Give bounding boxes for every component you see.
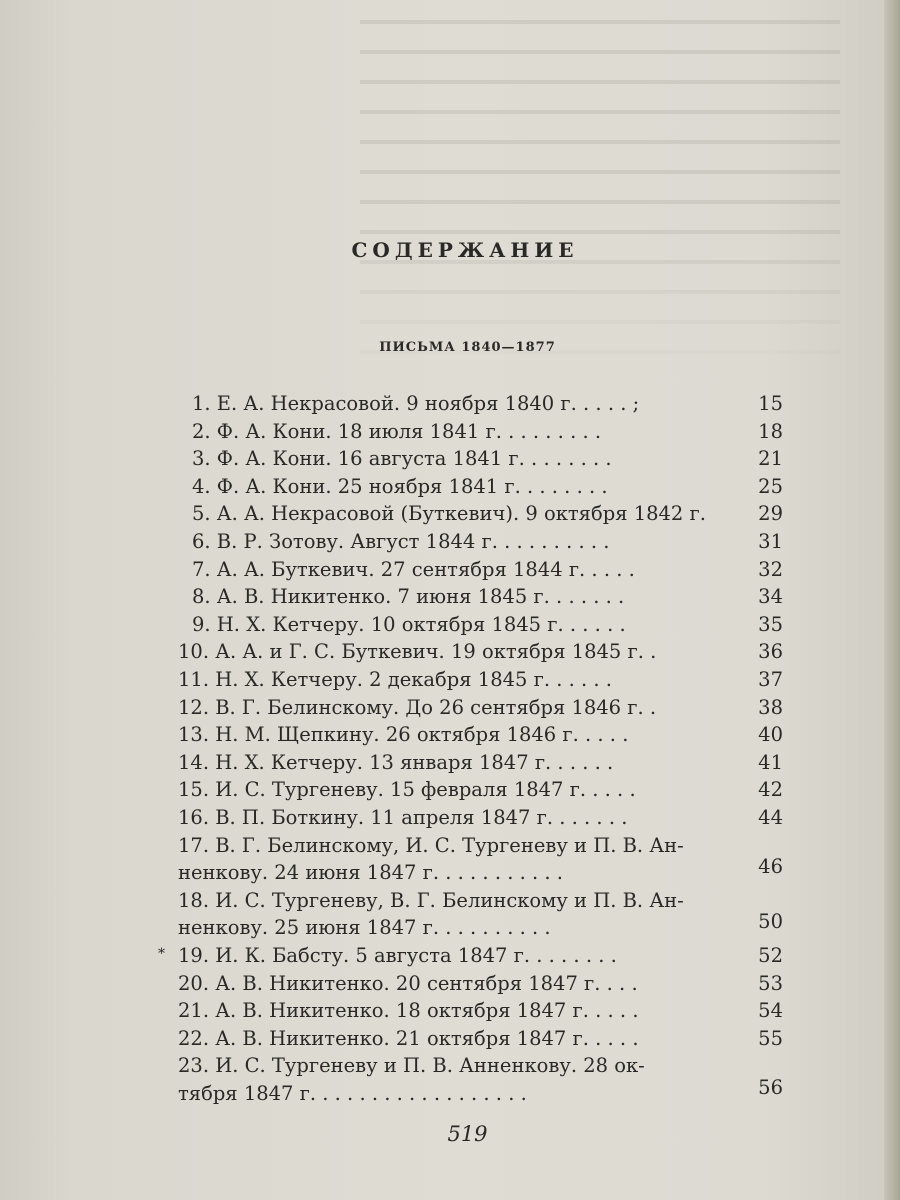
page-number: 519 bbox=[447, 1122, 488, 1146]
toc-entry bbox=[0, 1027, 900, 1055]
toc-entry-text: 7. А. А. Буткевич. 27 сентября 1844 г. . . . . bbox=[192, 557, 635, 581]
toc-entry bbox=[0, 613, 900, 641]
toc-page-number: 41 bbox=[758, 750, 783, 774]
toc-entry bbox=[0, 447, 900, 475]
toc-entry bbox=[0, 530, 900, 558]
margin-mark: * bbox=[158, 946, 165, 962]
toc-entry-text: 16. В. П. Боткину. 11 апреля 1847 г. . . . . . . bbox=[178, 806, 628, 829]
toc-entry-text: 18. И. С. Тургеневу, В. Г. Белинскому и П. В. Ан- bbox=[178, 888, 684, 912]
toc-entry-text: ненкову. 24 июня 1847 г. . . . . . . . . . . bbox=[178, 861, 564, 885]
toc-entry-text: 12. В. Г. Белинскому. До 26 сентября 1846 г. . bbox=[178, 695, 657, 719]
toc-page-number: 35 bbox=[758, 612, 783, 636]
section-heading: ПИСЬМА 1840—1877 bbox=[379, 340, 556, 355]
toc-page-number: 54 bbox=[758, 999, 783, 1023]
toc-page-number: 56 bbox=[758, 1075, 783, 1099]
toc-entry-text: 23. И. С. Тургеневу и П. В. Анненкову. 28 ок- bbox=[178, 1054, 645, 1078]
toc-page-number: 36 bbox=[758, 640, 783, 664]
toc-entry-text: 13. Н. М. Щепкину. 26 октября 1846 г. . . . . bbox=[178, 723, 629, 747]
toc-entry bbox=[0, 806, 900, 834]
toc-page-number: 44 bbox=[758, 806, 783, 829]
toc-page-number: 29 bbox=[758, 502, 783, 526]
toc-entry bbox=[0, 944, 900, 972]
toc-entry bbox=[0, 502, 900, 530]
toc-entry bbox=[0, 778, 900, 806]
toc-entry-text: 14. Н. Х. Кетчеру. 13 января 1847 г. . . . . . bbox=[178, 750, 614, 774]
toc-entry bbox=[0, 558, 900, 586]
toc-entry bbox=[0, 723, 900, 751]
toc-entry-text: 5. А. А. Некрасовой (Буткевич). 9 октября 1842 г. bbox=[192, 502, 706, 526]
toc-entry bbox=[0, 889, 900, 944]
toc-entry bbox=[0, 972, 900, 1000]
toc-entry bbox=[0, 834, 900, 889]
toc-page-number: 18 bbox=[758, 419, 783, 443]
toc-page-number: 38 bbox=[758, 695, 783, 719]
toc-page-number: 55 bbox=[758, 1026, 783, 1050]
toc-entry-text: 2. Ф. А. Кони. 18 июля 1841 г. . . . . . . . . bbox=[192, 419, 602, 443]
toc-page-number: 40 bbox=[758, 723, 783, 747]
toc-page-number: 31 bbox=[758, 530, 783, 553]
toc-entry-text: ненкову. 25 июня 1847 г. . . . . . . . . . bbox=[178, 916, 551, 940]
toc-entry bbox=[0, 999, 900, 1027]
toc-entry-text: 3. Ф. А. Кони. 16 августа 1841 г. . . . . . . . bbox=[192, 447, 612, 471]
toc-entry-text: 1. Е. А. Некрасовой. 9 ноября 1840 г. . . . . ; bbox=[192, 392, 640, 415]
toc-entry-text: 22. А. В. Никитенко. 21 октября 1847 г. . . . . bbox=[178, 1026, 639, 1050]
toc-page-number: 50 bbox=[758, 910, 783, 934]
toc-entry bbox=[0, 751, 900, 779]
toc-entry-text: 21. А. В. Никитенко. 18 октября 1847 г. . . . . bbox=[178, 999, 639, 1023]
toc-entry-text: 11. Н. Х. Кетчеру. 2 декабря 1845 г. . . . . . bbox=[178, 668, 613, 691]
show-through-text bbox=[360, 0, 840, 380]
toc-entry-text: 4. Ф. А. Кони. 25 ноября 1841 г. . . . . . . . bbox=[192, 474, 608, 498]
toc-entry bbox=[0, 420, 900, 448]
toc-entry bbox=[0, 475, 900, 503]
contents-heading: СОДЕРЖАНИЕ bbox=[351, 238, 579, 262]
toc-page-number: 46 bbox=[758, 855, 783, 879]
toc-entry bbox=[0, 696, 900, 724]
toc-entry bbox=[0, 585, 900, 613]
toc-page-number: 42 bbox=[758, 778, 783, 802]
toc-entry-text: 20. А. В. Никитенко. 20 сентября 1847 г. . . . bbox=[178, 971, 638, 995]
toc-page-number: 53 bbox=[758, 971, 783, 995]
toc-entry-text: 10. А. А. и Г. С. Буткевич. 19 октября 1845 г. . bbox=[178, 640, 657, 664]
toc-entry bbox=[0, 668, 900, 696]
toc-entry-text: 8. А. В. Никитенко. 7 июня 1845 г. . . . . . . bbox=[192, 585, 625, 609]
toc-entry bbox=[0, 392, 900, 420]
toc-page-number: 52 bbox=[758, 944, 783, 967]
toc-entry-text: 9. Н. Х. Кетчеру. 10 октября 1845 г. . . . . . bbox=[192, 612, 626, 636]
toc-entry-text: 6. В. Р. Зотову. Август 1844 г. . . . . . . . . . bbox=[192, 530, 610, 553]
toc-entry-text: тября 1847 г. . . . . . . . . . . . . . . . . . bbox=[178, 1081, 527, 1105]
toc-entry-text: 19. И. К. Бабсту. 5 августа 1847 г. . . . . . . . bbox=[178, 944, 617, 967]
toc-page-number: 15 bbox=[758, 392, 783, 415]
toc-entry-text: 17. В. Г. Белинскому, И. С. Тургеневу и П. В. Ан- bbox=[178, 833, 684, 857]
toc-page-number: 34 bbox=[758, 585, 783, 609]
toc-entry-text: 15. И. С. Тургеневу. 15 февраля 1847 г. . . . . bbox=[178, 778, 636, 802]
toc-page-number: 32 bbox=[758, 557, 783, 581]
toc-page-number: 37 bbox=[758, 668, 783, 691]
toc-entry bbox=[0, 1054, 900, 1109]
toc-page-number: 21 bbox=[758, 447, 783, 471]
toc-page-number: 25 bbox=[758, 474, 783, 498]
toc-entry bbox=[0, 640, 900, 668]
